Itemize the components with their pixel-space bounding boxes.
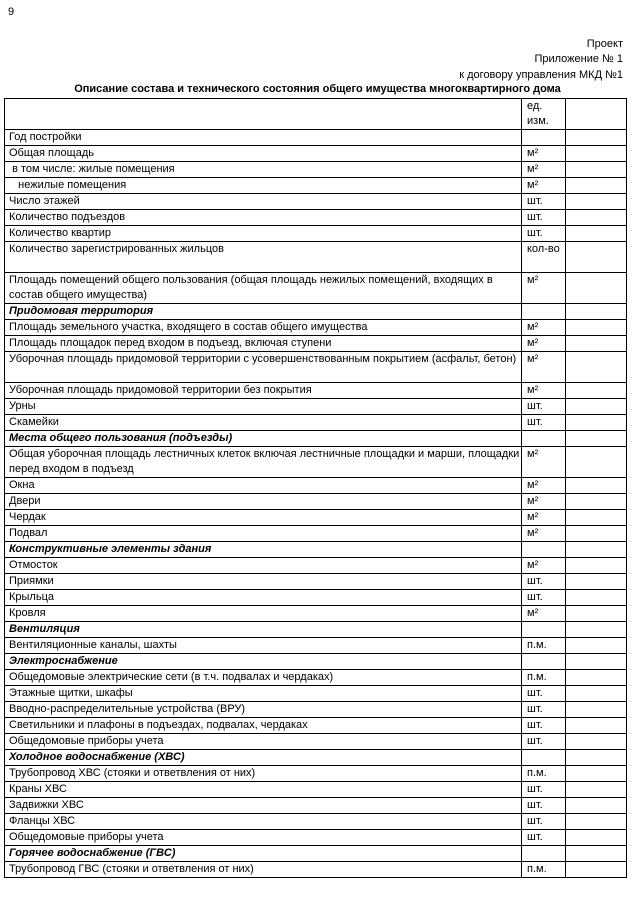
item-name: Год постройки: [5, 130, 522, 146]
item-name: Количество подъездов: [5, 210, 522, 226]
table-row: [5, 494, 627, 510]
item-value: [566, 383, 627, 399]
header-contract: к договору управления МКД №1: [459, 69, 623, 81]
item-name: Кровля: [5, 606, 522, 622]
item-name: Общедомовые приборы учета: [5, 734, 522, 750]
item-unit: [522, 750, 566, 766]
table-row: [5, 702, 627, 718]
item-value: [566, 814, 627, 830]
item-unit: шт.: [522, 194, 566, 210]
item-value: [566, 226, 627, 242]
section-row: [5, 846, 627, 862]
table-row: [5, 814, 627, 830]
table-row: [5, 670, 627, 686]
item-name: Вводно-распределительные устройства (ВРУ): [5, 702, 522, 718]
item-unit: шт.: [522, 686, 566, 702]
item-unit: м²: [522, 478, 566, 494]
item-value: [566, 702, 627, 718]
item-value: [566, 846, 627, 862]
item-unit: [522, 846, 566, 862]
item-value: [566, 862, 627, 878]
section-row: [5, 622, 627, 638]
item-name: Общедомовые электрические сети (в т.ч. подвалах и чердаках): [5, 670, 522, 686]
table-row: [5, 194, 627, 210]
table-row: [5, 558, 627, 574]
item-unit: шт.: [522, 718, 566, 734]
item-value: [566, 273, 627, 304]
table-row: [5, 210, 627, 226]
item-name: Подвал: [5, 526, 522, 542]
table-row: [5, 178, 627, 194]
item-value: [566, 750, 627, 766]
item-value: [566, 447, 627, 478]
item-name: Трубопровод ГВС (стояки и ответвления от них): [5, 862, 522, 878]
item-value: [566, 494, 627, 510]
property-table: [4, 98, 627, 878]
item-value: [566, 526, 627, 542]
item-value: [566, 431, 627, 447]
item-unit: м²: [522, 178, 566, 194]
item-name: Чердак: [5, 510, 522, 526]
item-name: Количество квартир: [5, 226, 522, 242]
item-name: Площадь площадок перед входом в подъезд, включая ступени: [5, 336, 522, 352]
item-name: Двери: [5, 494, 522, 510]
document-title: Описание состава и технического состояния общего имущества многоквартирного дома: [74, 83, 561, 95]
item-unit: м²: [522, 558, 566, 574]
item-value: [566, 162, 627, 178]
item-name: Уборочная площадь придомовой территории с усовершенствованным покрытием (асфальт, бетон): [5, 352, 522, 383]
item-unit: п.м.: [522, 766, 566, 782]
item-name: Количество зарегистрированных жильцов: [5, 242, 522, 273]
header-value-cell: [566, 99, 627, 130]
page-number: 9: [8, 6, 15, 18]
item-value: [566, 352, 627, 383]
item-unit: шт.: [522, 734, 566, 750]
item-unit: м²: [522, 320, 566, 336]
table-row: [5, 686, 627, 702]
item-unit: шт.: [522, 574, 566, 590]
section-title: Придомовая территория: [5, 304, 522, 320]
item-unit: шт.: [522, 702, 566, 718]
item-unit: [522, 622, 566, 638]
item-value: [566, 574, 627, 590]
item-value: [566, 606, 627, 622]
section-title: Вентиляция: [5, 622, 522, 638]
section-row: [5, 654, 627, 670]
item-value: [566, 320, 627, 336]
item-unit: шт.: [522, 226, 566, 242]
table-row: [5, 510, 627, 526]
item-value: [566, 130, 627, 146]
item-value: [566, 638, 627, 654]
header-appendix: Приложение № 1: [534, 53, 623, 65]
item-unit: [522, 431, 566, 447]
item-unit: шт.: [522, 210, 566, 226]
item-value: [566, 830, 627, 846]
item-unit: шт.: [522, 830, 566, 846]
item-value: [566, 304, 627, 320]
item-name: Число этажей: [5, 194, 522, 210]
item-name: Общая площадь: [5, 146, 522, 162]
item-name: Площадь земельного участка, входящего в состав общего имущества: [5, 320, 522, 336]
item-name: Окна: [5, 478, 522, 494]
item-value: [566, 558, 627, 574]
item-value: [566, 718, 627, 734]
table-row: [5, 638, 627, 654]
item-name: Задвижки ХВС: [5, 798, 522, 814]
item-name: Светильники и плафоны в подъездах, подвалах, чердаках: [5, 718, 522, 734]
item-name: Скамейки: [5, 415, 522, 431]
table-row: [5, 798, 627, 814]
table-row: [5, 415, 627, 431]
item-value: [566, 766, 627, 782]
header-name-cell: [5, 99, 522, 130]
table-header-row: [5, 99, 627, 130]
item-value: [566, 478, 627, 494]
item-value: [566, 336, 627, 352]
item-unit: м²: [522, 336, 566, 352]
item-name: Общая уборочная площадь лестничных клеток включая лестничные площадки и марши, площадки перед входом в подъезд: [5, 447, 522, 478]
table-row: [5, 830, 627, 846]
item-unit: п.м.: [522, 670, 566, 686]
unit-header-line1: ед.: [527, 100, 543, 112]
item-name: Краны ХВС: [5, 782, 522, 798]
item-value: [566, 194, 627, 210]
item-unit: кол-во: [522, 242, 566, 273]
item-value: [566, 210, 627, 226]
table-row: [5, 162, 627, 178]
header-unit-cell: [522, 99, 566, 130]
table-row: [5, 526, 627, 542]
table-row: [5, 478, 627, 494]
item-unit: шт.: [522, 590, 566, 606]
item-unit: м²: [522, 494, 566, 510]
item-unit: п.м.: [522, 862, 566, 878]
item-unit: шт.: [522, 415, 566, 431]
section-row: [5, 542, 627, 558]
item-name: Трубопровод ХВС (стояки и ответвления от них): [5, 766, 522, 782]
item-name: Приямки: [5, 574, 522, 590]
section-title: Места общего пользования (подъезды): [5, 431, 522, 447]
table-row: [5, 862, 627, 878]
table-row: [5, 226, 627, 242]
table-row: [5, 383, 627, 399]
item-value: [566, 399, 627, 415]
item-value: [566, 415, 627, 431]
item-name: Уборочная площадь придомовой территории без покрытия: [5, 383, 522, 399]
item-unit: м²: [522, 526, 566, 542]
item-unit: м²: [522, 447, 566, 478]
item-unit: м²: [522, 273, 566, 304]
table-row: [5, 146, 627, 162]
item-unit: шт.: [522, 399, 566, 415]
item-name: Фланцы ХВС: [5, 814, 522, 830]
table-row: [5, 399, 627, 415]
unit-header-line2: изм.: [527, 115, 549, 127]
table-row: [5, 447, 627, 478]
item-unit: м²: [522, 383, 566, 399]
item-value: [566, 178, 627, 194]
section-row: [5, 431, 627, 447]
item-unit: м²: [522, 146, 566, 162]
item-unit: [522, 654, 566, 670]
item-name: в том числе: жилые помещения: [5, 162, 522, 178]
item-name: Этажные щитки, шкафы: [5, 686, 522, 702]
item-unit: [522, 542, 566, 558]
item-unit: м²: [522, 606, 566, 622]
table-row: [5, 766, 627, 782]
item-name: Вентиляционные каналы, шахты: [5, 638, 522, 654]
item-value: [566, 542, 627, 558]
section-title: Горячее водоснабжение (ГВС): [5, 846, 522, 862]
item-name: Урны: [5, 399, 522, 415]
item-name: Общедомовые приборы учета: [5, 830, 522, 846]
item-value: [566, 242, 627, 273]
item-value: [566, 686, 627, 702]
item-unit: м²: [522, 510, 566, 526]
item-unit: м²: [522, 352, 566, 383]
item-value: [566, 510, 627, 526]
item-unit: шт.: [522, 814, 566, 830]
table-row: [5, 273, 627, 304]
item-unit: шт.: [522, 798, 566, 814]
item-value: [566, 654, 627, 670]
table-row: [5, 130, 627, 146]
section-row: [5, 304, 627, 320]
section-title: Холодное водоснабжение (ХВС): [5, 750, 522, 766]
item-unit: шт.: [522, 782, 566, 798]
item-name: Площадь помещений общего пользования (общая площадь нежилых помещений, входящих в состав общего имущества): [5, 273, 522, 304]
item-value: [566, 622, 627, 638]
item-name: Отмосток: [5, 558, 522, 574]
item-value: [566, 734, 627, 750]
table-row: [5, 782, 627, 798]
item-value: [566, 146, 627, 162]
section-title: Конструктивные элементы здания: [5, 542, 522, 558]
table-row: [5, 734, 627, 750]
section-row: [5, 750, 627, 766]
item-value: [566, 670, 627, 686]
table-row: [5, 718, 627, 734]
table-row: [5, 606, 627, 622]
table-row: [5, 336, 627, 352]
table-row: [5, 590, 627, 606]
table-row: [5, 242, 627, 273]
item-unit: [522, 130, 566, 146]
item-name: Крыльца: [5, 590, 522, 606]
item-value: [566, 782, 627, 798]
section-title: Электроснабжение: [5, 654, 522, 670]
item-unit: п.м.: [522, 638, 566, 654]
table-row: [5, 352, 627, 383]
header-project: Проект: [586, 38, 623, 50]
table-row: [5, 574, 627, 590]
item-value: [566, 590, 627, 606]
item-value: [566, 798, 627, 814]
table-row: [5, 320, 627, 336]
item-name: нежилые помещения: [5, 178, 522, 194]
item-unit: [522, 304, 566, 320]
item-unit: м²: [522, 162, 566, 178]
